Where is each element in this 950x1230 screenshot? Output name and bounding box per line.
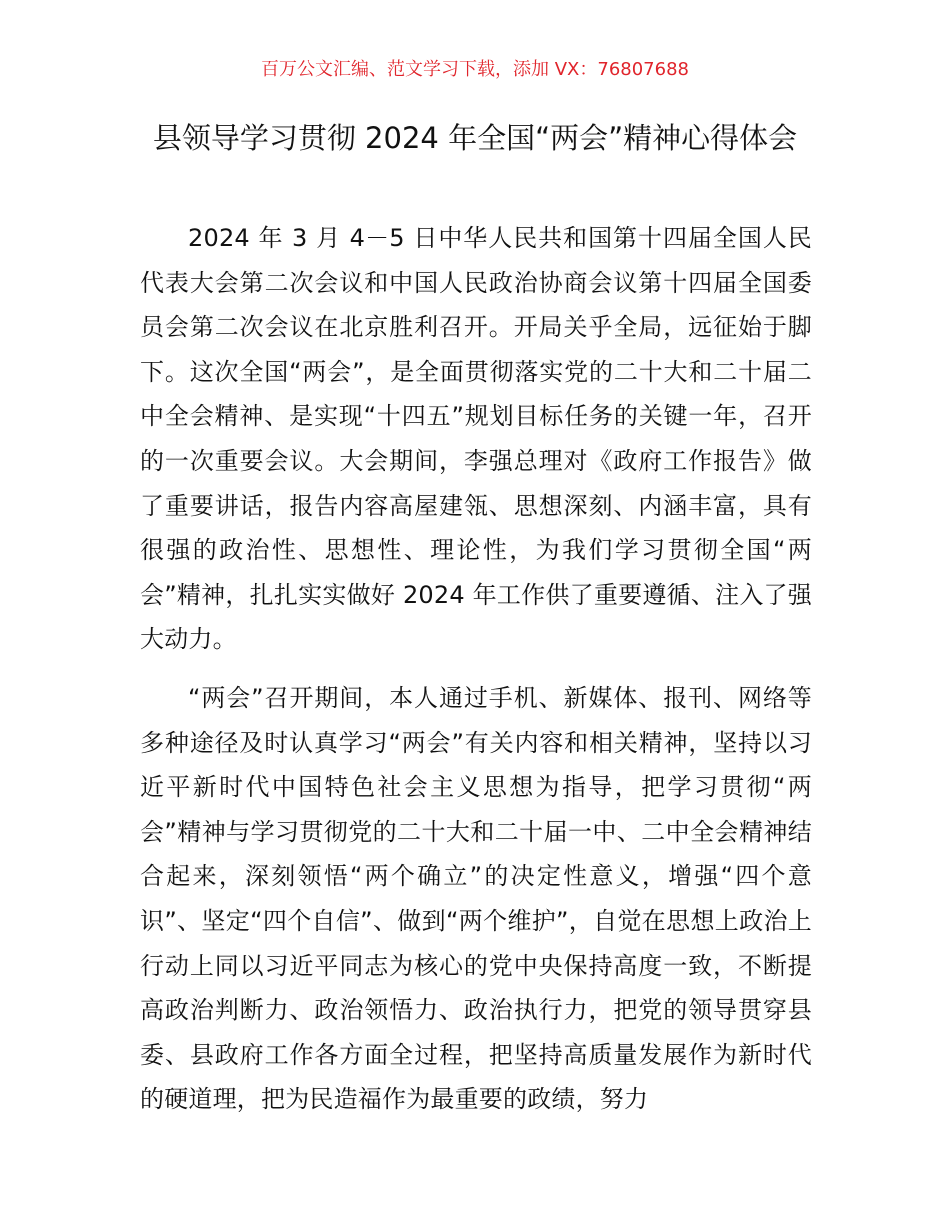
watermark-header: 百万公文汇编、范文学习下载，添加 VX：76807688 <box>261 59 689 80</box>
paragraph-2: “两会”召开期间，本人通过手机、新媒体、报刊、网络等多种途径及时认真学习“两会”有关内容和相关精神，坚持以习近平新时代中国特色社会主义思想为指导，把学习贯彻“两会”精神与学习贯彻党的二十大和二十届一中、二中全会精神结合起来，深刻领悟“两个确立”的决定性意义，增强“四个意识”、坚定“四个自信”、做到“两个维护”，自觉在思想上政治上行动上同以习近平同志为核心的党中央保持高度一致，不断提高政治判断力、政治领悟力、政治执行力，把党的领导贯穿县委、县政府工作各方面全过程，把坚持高质量发展作为新时代的硬道理，把为民造福作为最重要的政绩，努力 <box>140 683 812 1114</box>
document-body <box>140 216 812 1136</box>
document-title: 县领导学习贯彻 2024 年全国“两会”精神心得体会 <box>152 121 798 155</box>
paragraph-1: 2024 年 3 月 4－5 日中华人民共和国第十四届全国人民代表大会第二次会议和中国人民政治协商会议第十四届全国委员会第二次会议在北京胜利召开。开局关乎全局，远征始于脚下。这次全国“两会”，是全面贯彻落实党的二十大和二十届二中全会精神、是实现“十四五”规划目标任务的关键一年，召开的一次重要会议。大会期间，李强总理对《政府工作报告》做了重要讲话，报告内容高屋建瓴、思想深刻、内涵丰富，具有很强的政治性、思想性、理论性，为我们学习贯彻全国“两会”精神，扎扎实实做好 2024 年工作供了重要遵循、注入了强大动力。 <box>140 224 812 654</box>
